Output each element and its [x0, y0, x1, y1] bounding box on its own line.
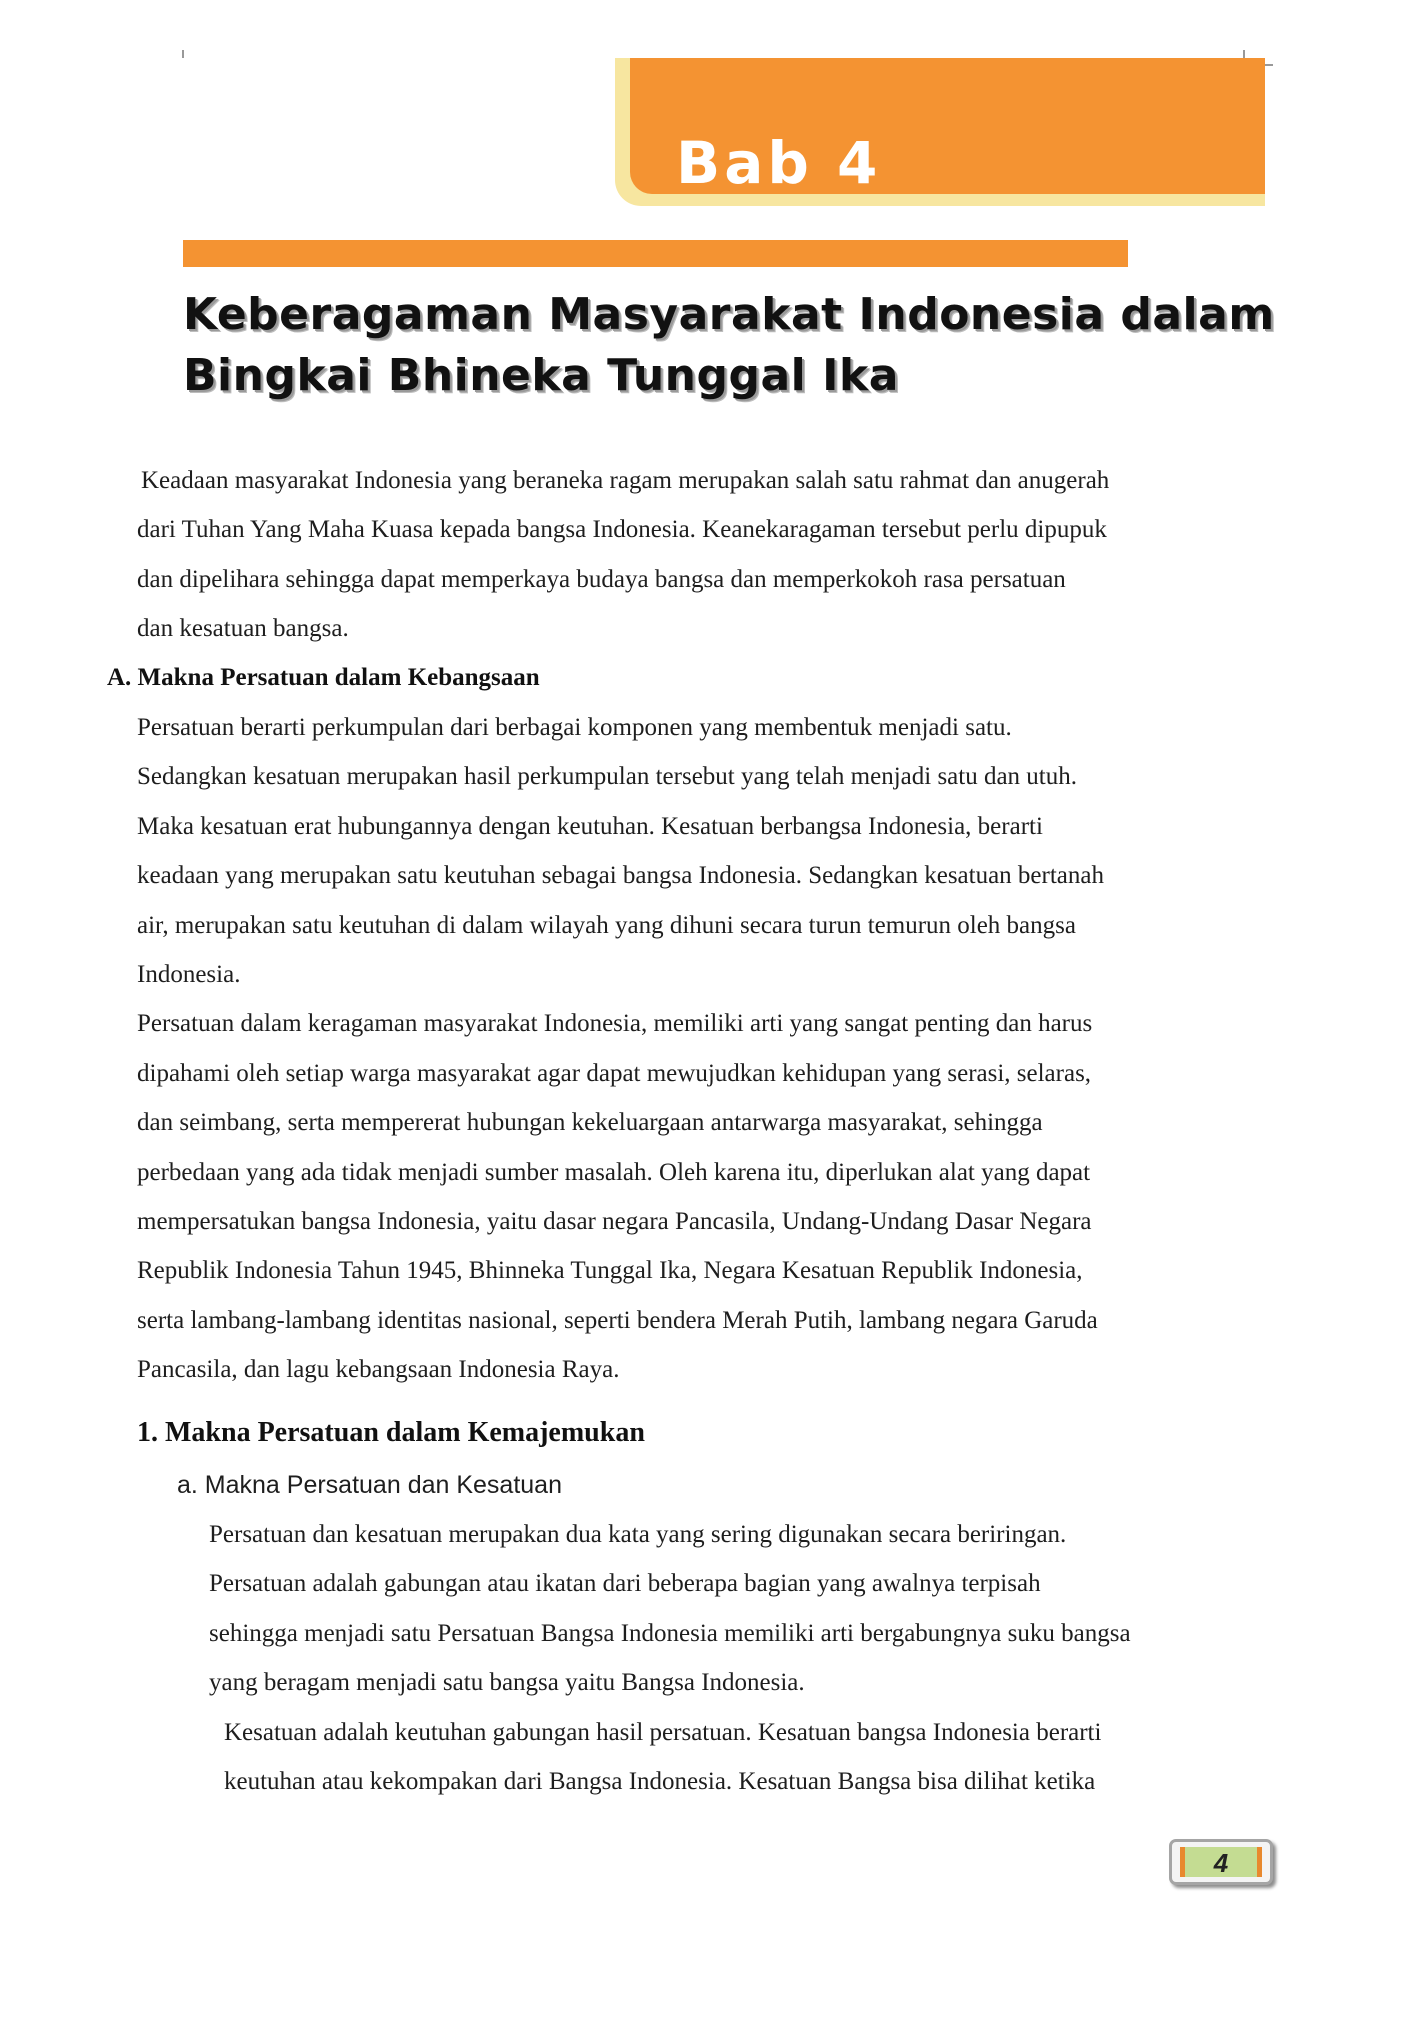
intro-line: dan dipelihara sehingga dapat memperkaya budaya bangsa dan memperkokoh rasa persatuan — [137, 566, 1066, 593]
paragraph-line: Republik Indonesia Tahun 1945, Bhinneka Tunggal Ika, Negara Kesatuan Republik Indonesia, — [137, 1257, 1083, 1284]
paragraph-line: Indonesia. — [137, 961, 241, 988]
paragraph-line: Persatuan dan kesatuan merupakan dua kata yang sering digunakan secara beriringan. — [209, 1521, 1067, 1548]
paragraph-line: Kesatuan adalah keutuhan gabungan hasil persatuan. Kesatuan bangsa Indonesia berarti — [224, 1719, 1102, 1746]
paragraph-line: air, merupakan satu keutuhan di dalam wilayah yang dihuni secara turun temurun oleh bangsa — [137, 912, 1076, 939]
paragraph-line: perbedaan yang ada tidak menjadi sumber masalah. Oleh karena itu, diperlukan alat yang dapat — [137, 1159, 1091, 1186]
chapter-title-line: Keberagaman Masyarakat Indonesia dalam — [183, 289, 1275, 340]
paragraph-line: Pancasila, dan lagu kebangsaan Indonesia Raya. — [137, 1356, 620, 1383]
paragraph-line: Persatuan adalah gabungan atau ikatan dari beberapa bagian yang awalnya terpisah — [209, 1570, 1041, 1597]
intro-line: dari Tuhan Yang Maha Kuasa kepada bangsa Indonesia. Keanekaragaman tersebut perlu dipupuk — [137, 516, 1107, 543]
chapter-divider-bar — [183, 240, 1128, 267]
intro-line: Keadaan masyarakat Indonesia yang beraneka ragam merupakan salah satu rahmat dan anugerah — [141, 467, 1110, 494]
paragraph-line: dan seimbang, serta mempererat hubungan kekeluargaan antarwarga masyarakat, sehingga — [137, 1109, 1043, 1136]
paragraph-line: keadaan yang merupakan satu keutuhan sebagai bangsa Indonesia. Sedangkan kesatuan bertanah — [137, 862, 1104, 889]
chapter-title-line: Bingkai Bhineka Tunggal Ika — [183, 350, 899, 401]
paragraph-line: serta lambang-lambang identitas nasional, seperti bendera Merah Putih, lambang negara Garuda — [137, 1307, 1098, 1334]
paragraph-line: keutuhan atau kekompakan dari Bangsa Indonesia. Kesatuan Bangsa bisa dilihat ketika — [224, 1768, 1096, 1795]
intro-line: dan kesatuan bangsa. — [137, 615, 349, 642]
paragraph-line: dipahami oleh setiap warga masyarakat agar dapat mewujudkan kehidupan yang serasi, selaras, — [137, 1060, 1092, 1087]
section-1-heading: 1. Makna Persatuan dalam Kemajemukan — [137, 1417, 645, 1448]
page-number: 4 — [1213, 1848, 1229, 1878]
paragraph-line: yang beragam menjadi satu bangsa yaitu Bangsa Indonesia. — [209, 1669, 805, 1696]
page-number-badge — [1169, 1839, 1273, 1885]
paragraph-line: Sedangkan kesatuan merupakan hasil perkumpulan tersebut yang telah menjadi satu dan utuh. — [137, 763, 1078, 790]
crop-mark-left — [182, 50, 184, 58]
paragraph-line: Persatuan dalam keragaman masyarakat Indonesia, memiliki arti yang sangat penting dan harus — [137, 1010, 1093, 1037]
paragraph-line: mempersatukan bangsa Indonesia, yaitu dasar negara Pancasila, Undang-Undang Dasar Negara — [137, 1208, 1092, 1235]
paragraph-line: sehingga menjadi satu Persatuan Bangsa Indonesia memiliki arti bergabungnya suku bangsa — [209, 1620, 1131, 1647]
chapter-label: Bab 4 — [676, 129, 882, 197]
paragraph-line: Maka kesatuan erat hubungannya dengan keutuhan. Kesatuan berbangsa Indonesia, berarti — [137, 813, 1043, 840]
section-a-heading: A. Makna Persatuan dalam Kebangsaan — [107, 664, 540, 691]
paragraph-line: Persatuan berarti perkumpulan dari berbagai komponen yang membentuk menjadi satu. — [137, 714, 1012, 741]
subsection-a-heading: a. Makna Persatuan dan Kesatuan — [177, 1471, 562, 1499]
chapter-title — [183, 284, 1293, 406]
